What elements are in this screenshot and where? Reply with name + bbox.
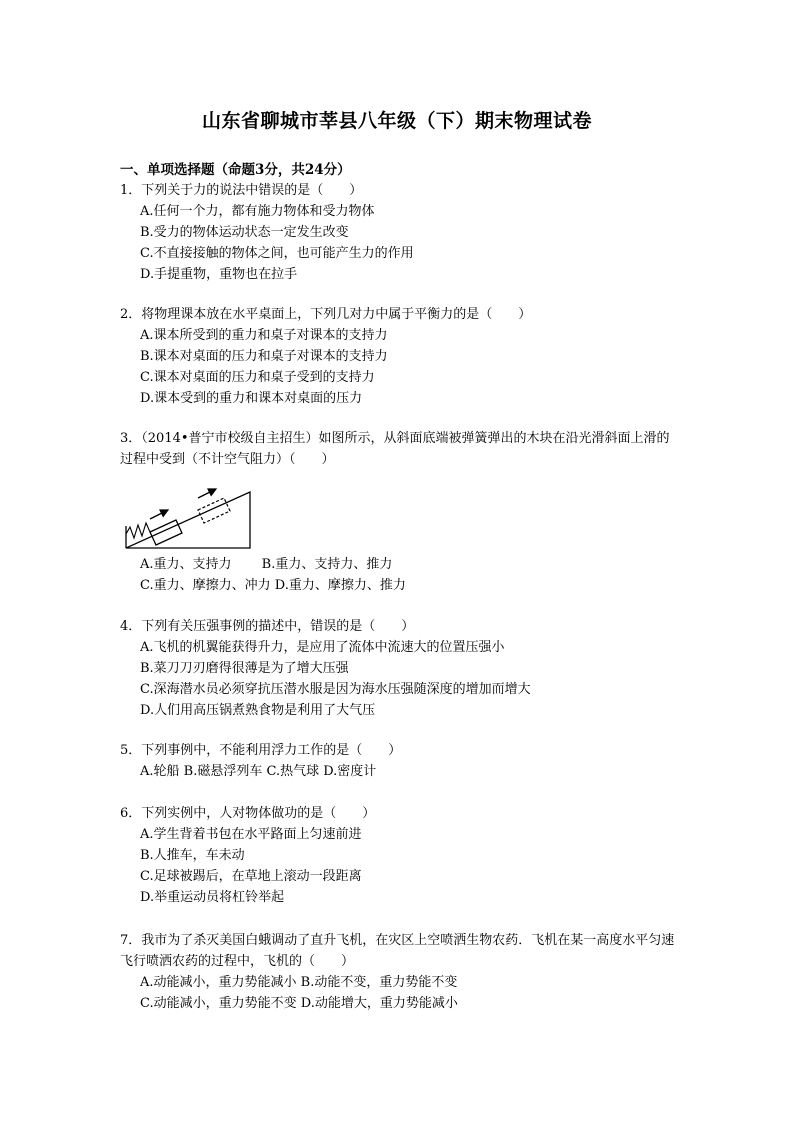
motion-arrow-2 bbox=[198, 489, 216, 498]
option-a: A.飞机的机翼能获得升力，是应用了流体中流速大的位置压强小 bbox=[140, 640, 505, 655]
motion-arrow-1 bbox=[150, 510, 168, 519]
option-d: D.手提重物，重物也在拉手 bbox=[140, 267, 298, 282]
block-dashed bbox=[198, 498, 230, 523]
question-6 bbox=[120, 803, 690, 908]
question-1 bbox=[120, 180, 690, 285]
incline-triangle bbox=[126, 492, 250, 548]
question-3-options bbox=[120, 554, 690, 596]
incline-spring-block-diagram bbox=[120, 470, 260, 555]
option-ab: A.动能减小，重力势能减小 B.动能不变，重力势能不变 bbox=[140, 975, 458, 990]
question-stem: 1．下列关于力的说法中错误的是（ ） bbox=[120, 183, 363, 198]
question-3 bbox=[120, 428, 680, 470]
question-5 bbox=[120, 740, 690, 782]
question-4 bbox=[120, 616, 690, 721]
section-title: 一、单项选择题（命题3分，共24分） bbox=[120, 162, 351, 178]
option-d: D.课本受到的重力和课本对桌面的压力 bbox=[140, 391, 363, 406]
option-abcd: A.轮船 B.磁悬浮列车 C.热气球 D.密度计 bbox=[140, 764, 377, 779]
option-b: B.人推车，车未动 bbox=[140, 848, 245, 863]
question-stem: 6．下列实例中，人对物体做功的是（ ） bbox=[120, 806, 376, 821]
question-stem: 7．我市为了杀灭美国白蛾调动了直升飞机，在灾区上空喷洒生物农药．飞机在某一高度水平匀速飞行喷洒农药的过程中，飞机的（ ） bbox=[120, 933, 675, 969]
option-c: C.不直接接触的物体之间，也可能产生力的作用 bbox=[140, 246, 414, 261]
option-d: D.举重运动员将杠铃举起 bbox=[140, 890, 285, 905]
option-d: D.人们用高压锅煮熟食物是利用了大气压 bbox=[140, 703, 376, 718]
exam-title: 山东省聊城市莘县八年级（下）期末物理试卷 bbox=[201, 110, 592, 132]
option-b: B.菜刀刀刃磨得很薄是为了增大压强 bbox=[140, 661, 349, 676]
question-stem: 2．将物理课本放在水平桌面上，下列几对力中属于平衡力的是（ ） bbox=[120, 307, 532, 322]
option-c: C.课本对桌面的压力和桌子受到的支持力 bbox=[140, 370, 375, 385]
option-a: A.任何一个力，都有施力物体和受力物体 bbox=[140, 204, 375, 219]
option-ab: A.重力、支持力 B.重力、支持力、推力 bbox=[140, 557, 393, 572]
option-cd: C.动能减小，重力势能不变 D.动能增大，重力势能减小 bbox=[140, 996, 458, 1011]
block bbox=[150, 520, 182, 545]
option-b: B.受力的物体运动状态一定发生改变 bbox=[140, 225, 349, 240]
question-stem: 4．下列有关压强事例的描述中，错误的是（ ） bbox=[120, 619, 415, 634]
option-cd: C.重力、摩擦力、冲力 D.重力、摩擦力、推力 bbox=[140, 578, 406, 593]
question-stem: 5．下列事例中，不能利用浮力工作的是（ ） bbox=[120, 743, 402, 758]
question-2 bbox=[120, 304, 690, 409]
option-c: C.深海潜水员必须穿抗压潜水服是因为海水压强随深度的增加而增大 bbox=[140, 682, 531, 697]
option-a: A.课本所受到的重力和桌子对课本的支持力 bbox=[140, 328, 388, 343]
option-c: C.足球被踢后，在草地上滚动一段距离 bbox=[140, 869, 362, 884]
option-b: B.课本对桌面的压力和桌子对课本的支持力 bbox=[140, 349, 388, 364]
question-stem: 3．（2014•普宁市校级自主招生）如图所示，从斜面底端被弹簧弹出的木块在沿光滑斜面上滑的过程中受到（不计空气阻力）（ ） bbox=[120, 431, 670, 467]
question-7 bbox=[120, 930, 680, 1014]
option-a: A.学生背着书包在水平路面上匀速前进 bbox=[140, 827, 362, 842]
spring bbox=[126, 523, 150, 538]
